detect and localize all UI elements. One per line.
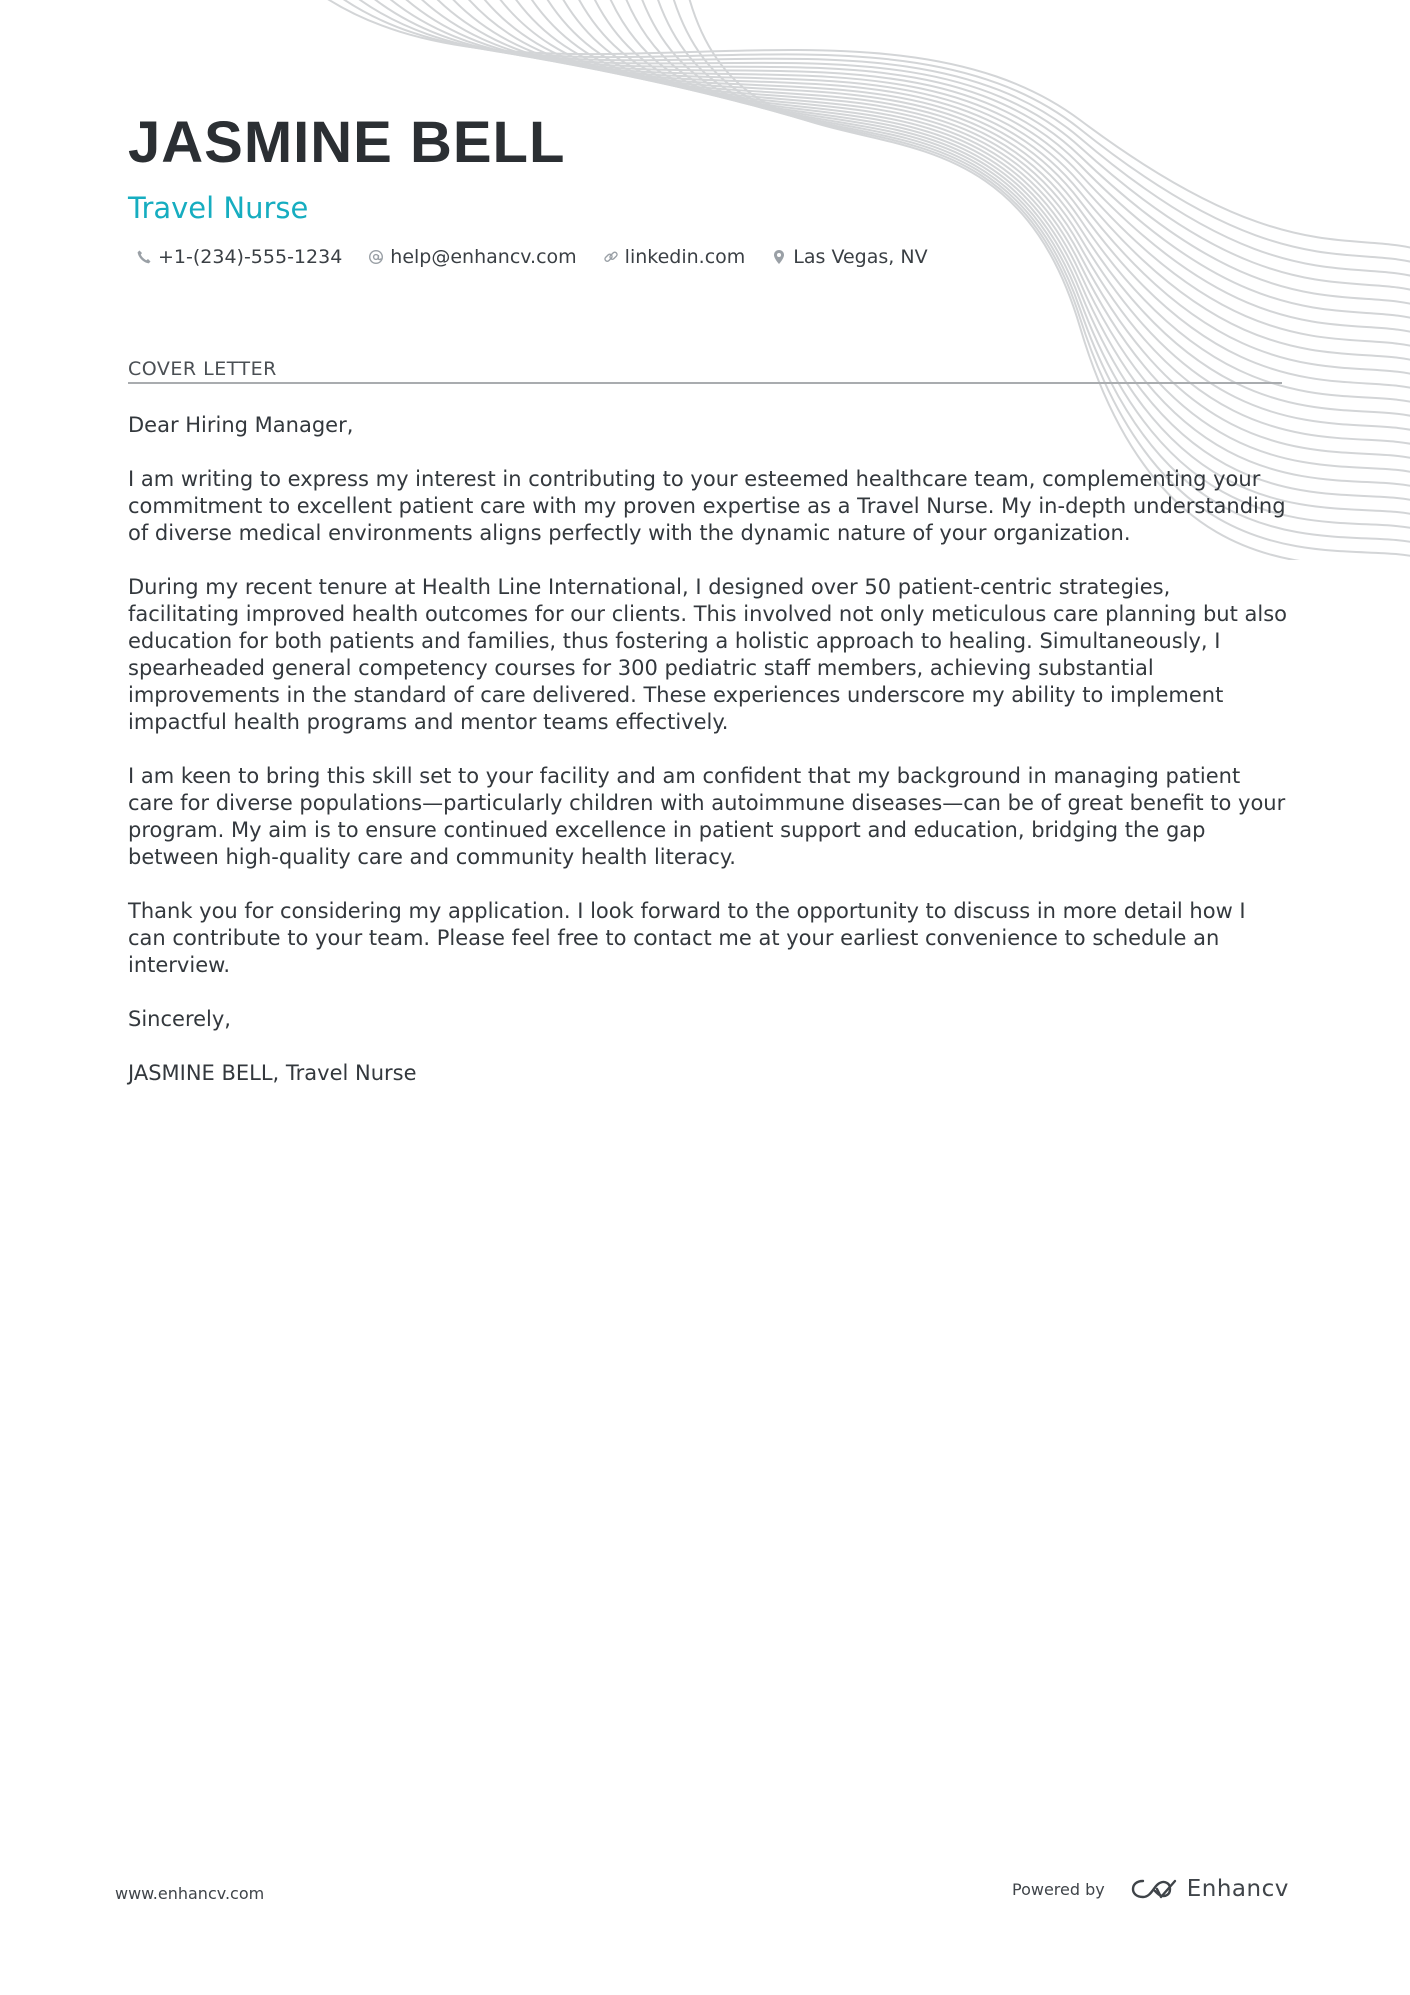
wave-line	[432, 0, 1410, 348]
job-title: Travel Nurse	[128, 191, 309, 225]
link-icon	[603, 249, 619, 265]
footer-website[interactable]: www.enhancv.com	[115, 1884, 265, 1903]
location-text: Las Vegas, NV	[793, 246, 928, 268]
contact-location	[771, 246, 927, 268]
contact-info	[136, 246, 954, 268]
enhancv-logo[interactable]	[1131, 1876, 1289, 1902]
section-title-cover-letter: COVER LETTER	[128, 358, 1282, 384]
closing: Sincerely,	[128, 1007, 231, 1031]
paragraph: During my recent tenure at Health Line International, I designed over 50 patient-centric strategies, facilitating improved health outcomes for our clients. This involved not only meticulous care planning but also education for both patients and families, thus fostering a holistic approach to healing. Simultaneously, I spearheaded general competency courses for 300 pediatric staff members, achieving substantial improvements in the standard of care delivered. These experiences underscore my ability to implement impactful health programs and mentor teams effectively.	[128, 575, 1287, 734]
signature: JASMINE BELL, Travel Nurse	[128, 1061, 417, 1085]
cover-letter-body	[128, 412, 1288, 1114]
paragraph: I am writing to express my interest in contributing to your esteemed healthcare team, complementing your commitment to excellent patient care with my proven expertise as a Travel Nurse. My in-depth understanding of diverse medical environments aligns perfectly with the dynamic nature of your organization.	[128, 467, 1286, 545]
greeting: Dear Hiring Manager,	[128, 413, 354, 437]
phone-text: +1-(234)-555-1234	[158, 246, 343, 268]
contact-phone	[136, 246, 342, 268]
resume-header	[128, 108, 565, 226]
powered-by-label: Powered by	[1012, 1879, 1105, 1899]
footer-branding	[1012, 1876, 1289, 1902]
paragraph: Thank you for considering my application. I look forward to the opportunity to discuss in more detail how I can contribute to your team. Please feel free to contact me at your earliest convenience to schedule an interview.	[128, 899, 1246, 977]
phone-icon	[136, 249, 152, 265]
paragraph: I am keen to bring this skill set to your facility and am confident that my background in managing patient care for diverse populations—particularly children with autoimmune diseases—can be of great benefit to your program. My aim is to ensure continued excellence in patient support and education, bridging the gap between high-quality care and community health literacy.	[128, 764, 1286, 869]
candidate-name: JASMINE BELL	[128, 110, 566, 175]
location-icon	[771, 249, 787, 265]
contact-linkedin	[603, 246, 746, 268]
linkedin-text: linkedin.com	[624, 246, 746, 268]
at-icon	[368, 249, 384, 265]
brand-name: Enhancv	[1186, 1876, 1289, 1902]
email-text: help@enhancv.com	[390, 246, 577, 268]
enhancv-logo-icon	[1131, 1877, 1177, 1901]
contact-email	[368, 246, 576, 268]
